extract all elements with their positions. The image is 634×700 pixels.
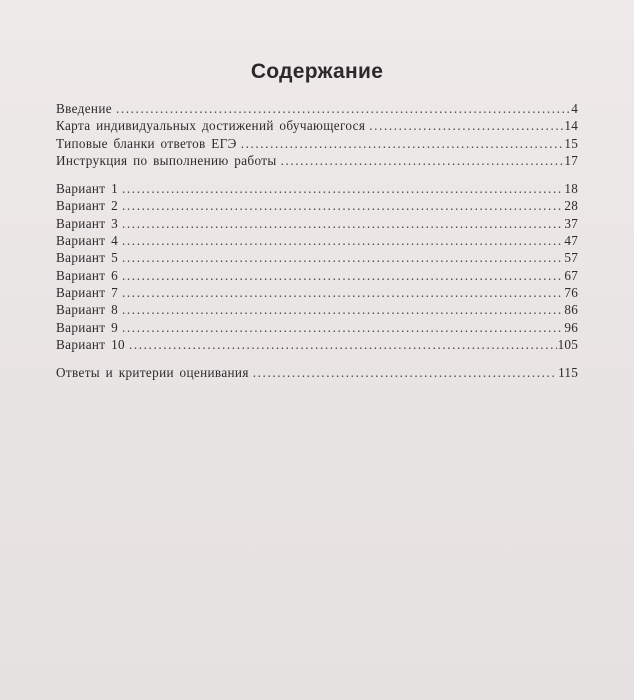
toc-entry[interactable]: [56, 319, 578, 336]
toc-entry-label: Вариант 8: [56, 302, 119, 318]
toc-entry-label: Вариант 3: [56, 215, 119, 231]
toc-entry-label: Карта индивидуальных достижений обучающегося: [56, 118, 366, 134]
toc-entry[interactable]: [56, 364, 578, 381]
toc-entry-page: 4: [571, 101, 578, 116]
toc-entry[interactable]: [56, 301, 578, 318]
toc-entry[interactable]: [56, 284, 578, 301]
toc-entry[interactable]: [56, 232, 578, 249]
toc-entry-label: Вариант 9: [56, 319, 119, 335]
dot-leader: [122, 180, 563, 197]
dot-leader: [281, 152, 564, 169]
toc-entry-label: Вариант 10: [56, 336, 125, 352]
toc-entry-label: Вариант 4: [56, 233, 119, 249]
toc-entry-label: Вариант 5: [56, 250, 119, 266]
dot-leader: [122, 232, 563, 249]
toc-entry-page: 37: [564, 215, 578, 231]
table-of-contents: [56, 100, 578, 381]
dot-leader: [116, 100, 570, 117]
toc-entry-page: 115: [558, 365, 578, 381]
toc-entry-page: 18: [564, 181, 578, 197]
dot-leader: [122, 319, 563, 336]
toc-entry[interactable]: [56, 152, 578, 169]
dot-leader: [129, 336, 557, 353]
toc-entry-page: 76: [564, 284, 578, 300]
toc-entry[interactable]: [56, 249, 578, 266]
toc-entry-label: Введение: [56, 101, 112, 116]
toc-entry-page: 47: [564, 233, 578, 249]
dot-leader: [122, 249, 563, 266]
toc-group-intro: [56, 100, 578, 169]
toc-entry-label: Вариант 7: [56, 284, 119, 300]
toc-entry-label: Вариант 2: [56, 198, 119, 214]
toc-group-answers: [56, 364, 578, 381]
toc-entry-page: 28: [564, 198, 578, 214]
toc-entry-label: Инструкция по выполнению работы: [56, 152, 277, 168]
toc-entry-label: Ответы и критерии оценивания: [56, 365, 249, 381]
dot-leader: [253, 364, 557, 381]
toc-entry-label: Типовые бланки ответов ЕГЭ: [56, 135, 237, 151]
toc-entry[interactable]: [56, 197, 578, 214]
toc-entry-page: 15: [564, 135, 578, 151]
toc-entry-label: Вариант 6: [56, 267, 119, 283]
toc-entry-page: 14: [564, 118, 578, 134]
toc-entry-page: 57: [564, 250, 578, 266]
toc-group-variants: [56, 180, 578, 353]
toc-entry[interactable]: [56, 135, 578, 152]
toc-entry-page: 67: [564, 267, 578, 283]
toc-entry[interactable]: [56, 180, 578, 197]
toc-entry[interactable]: [56, 215, 578, 232]
dot-leader: [122, 197, 563, 214]
toc-entry-label: Вариант 1: [56, 181, 119, 197]
dot-leader: [122, 301, 563, 318]
toc-entry-page: 17: [564, 152, 578, 168]
toc-entry[interactable]: [56, 100, 578, 117]
dot-leader: [122, 284, 563, 301]
toc-entry[interactable]: [56, 117, 578, 134]
page-title: Содержание: [250, 60, 384, 83]
toc-entry-page: 86: [564, 302, 578, 318]
dot-leader: [122, 215, 563, 232]
toc-entry-page: 105: [557, 336, 578, 352]
toc-entry[interactable]: [56, 336, 578, 353]
dot-leader: [241, 135, 564, 152]
toc-entry[interactable]: [56, 267, 578, 284]
toc-entry-page: 96: [564, 319, 578, 335]
dot-leader: [369, 117, 563, 134]
dot-leader: [122, 267, 563, 284]
